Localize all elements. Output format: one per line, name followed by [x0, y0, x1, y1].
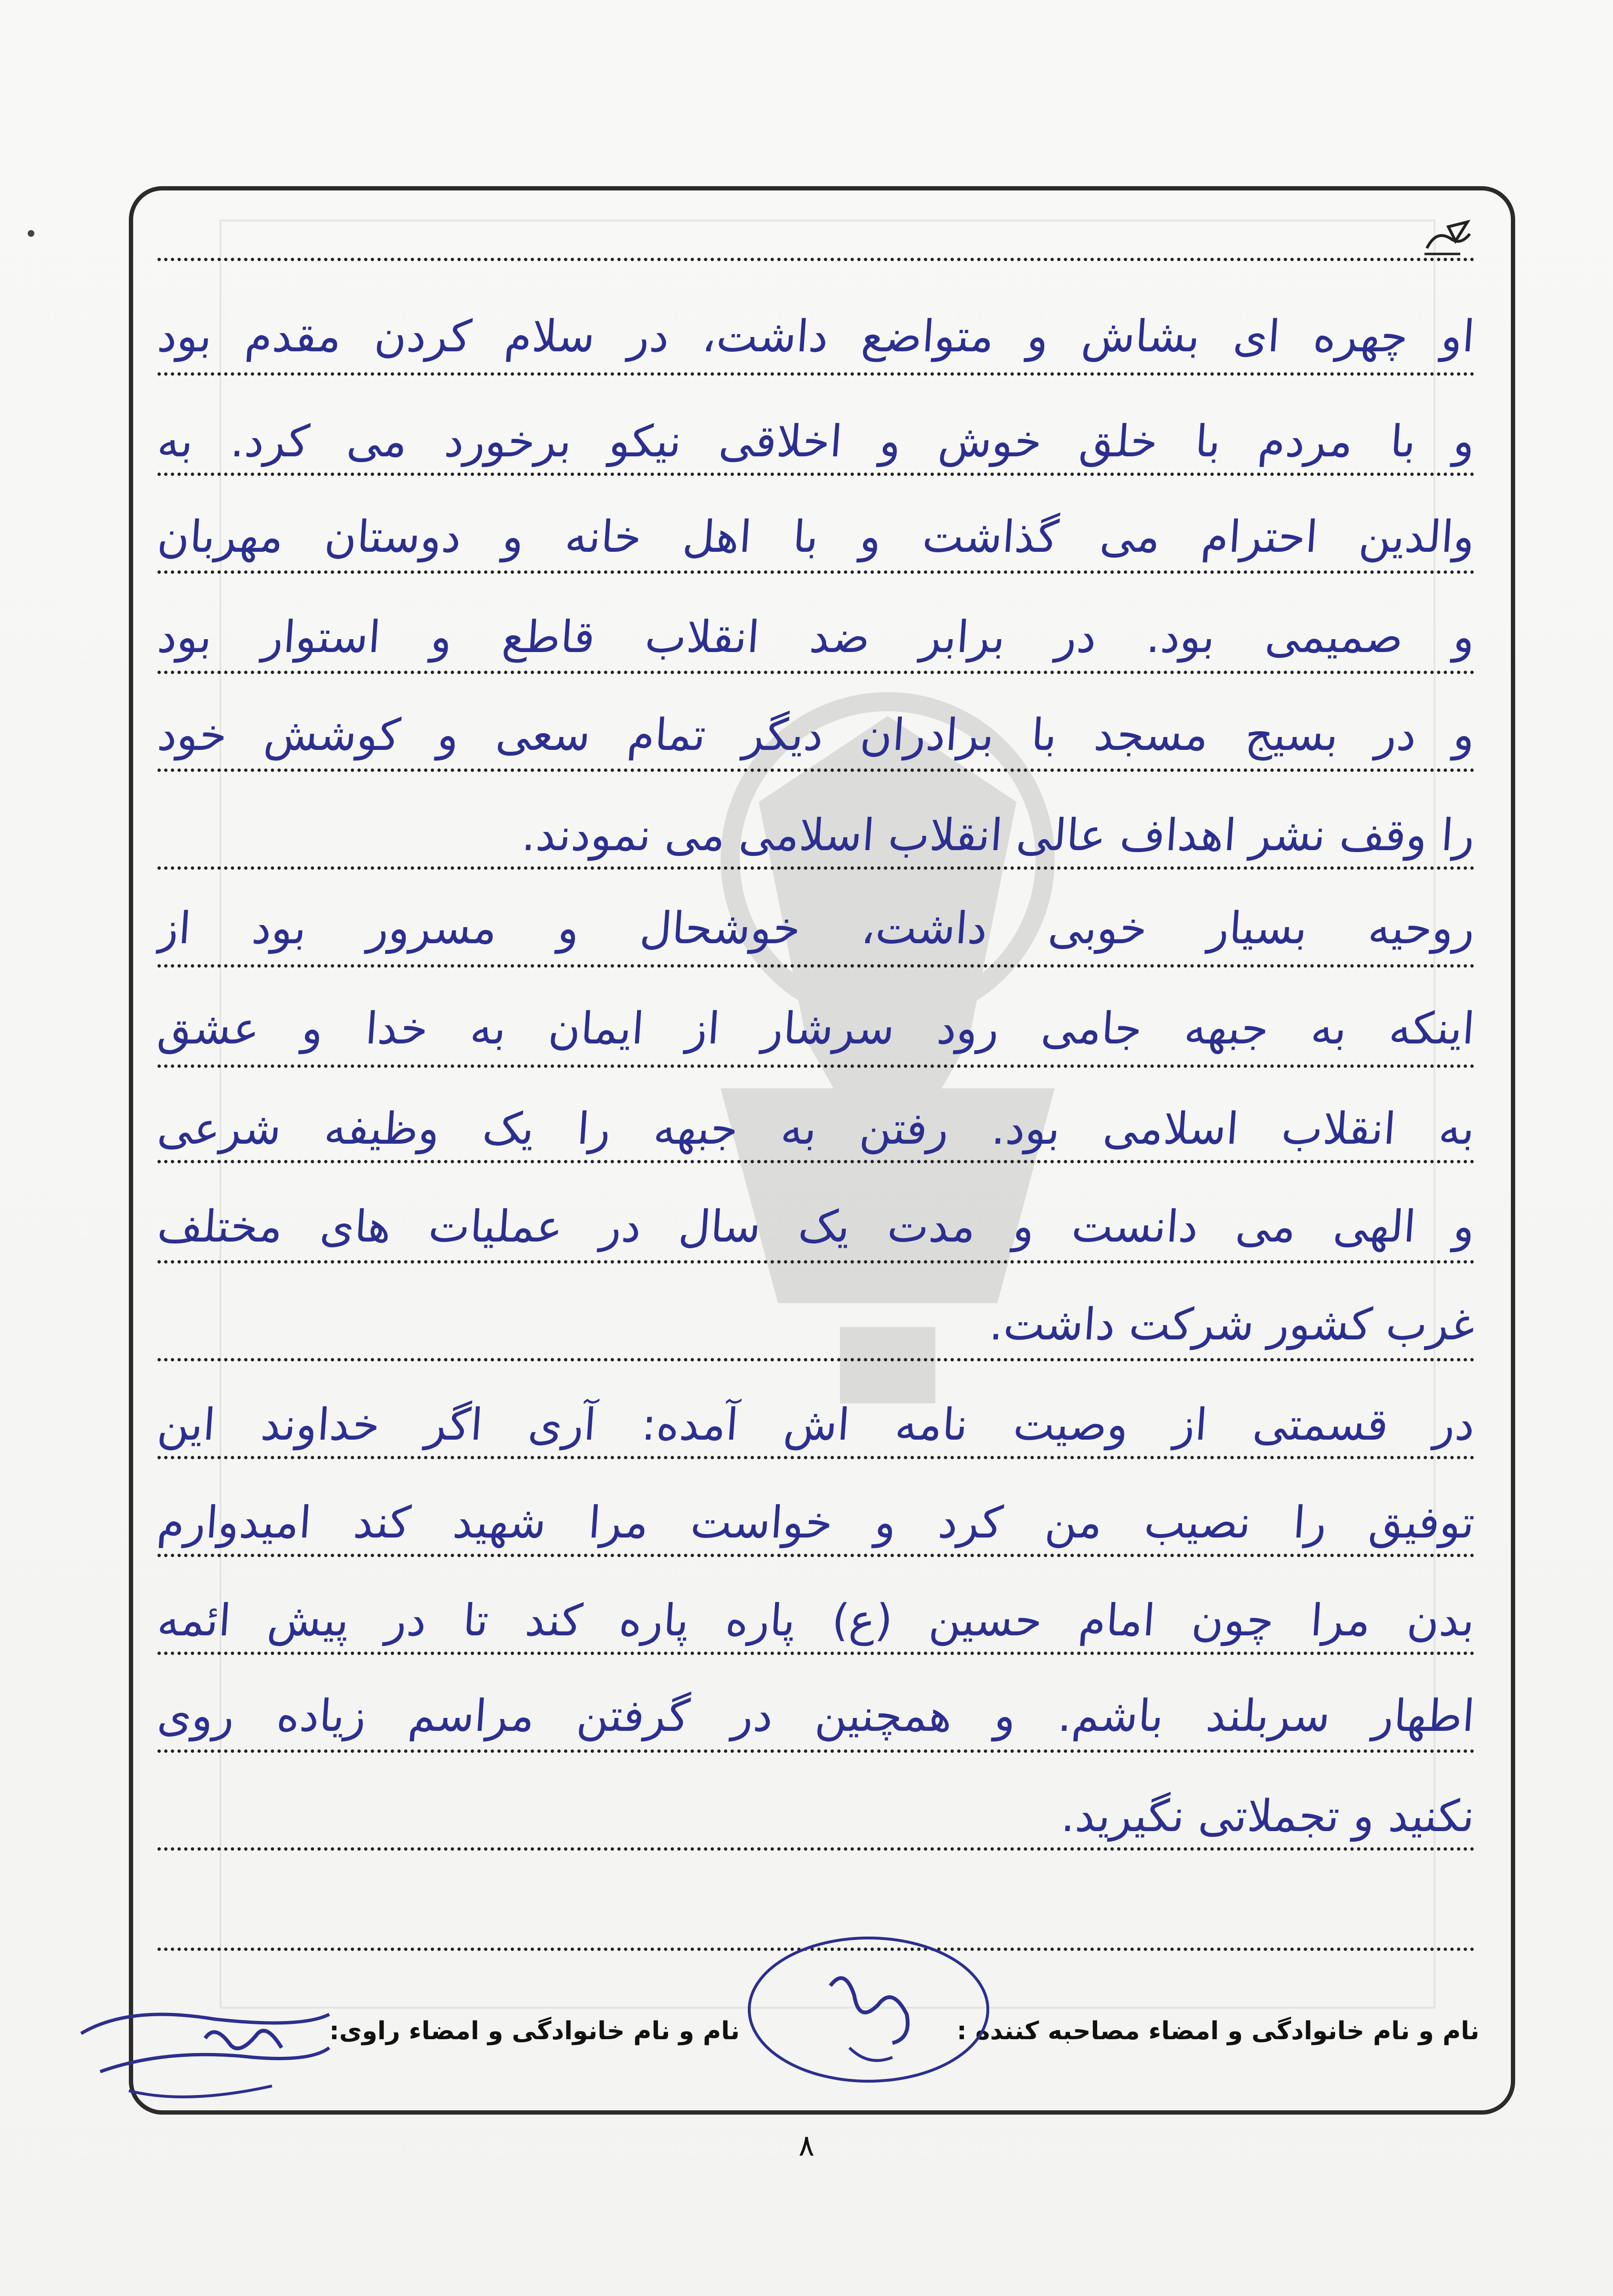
narrator-name-label: نام و نام خانوادگی و امضاء راوی:	[329, 2017, 740, 2045]
handwritten-line: نکنید و تجملاتی نگیرید.	[1059, 1790, 1477, 1842]
narrator-signature	[72, 1976, 339, 2119]
handwritten-line: اطهار سربلند باشم. و همچنین در گرفتن مراسم زیاده روی	[156, 1690, 1477, 1741]
handwritten-line: روحیه بسیار خوبی داشت، خوشحال و مسرور بود از	[156, 903, 1477, 954]
handwritten-line: و الهی می دانست و مدت یک سال در عملیات های مختلف	[156, 1201, 1477, 1252]
interviewer-signature	[735, 1928, 1002, 2091]
handwritten-line: غرب کشور شرکت داشت.	[988, 1299, 1477, 1350]
handwritten-line: در قسمتی از وصیت نامه اش آمده: آری اگر خداوند این	[156, 1399, 1477, 1450]
handwritten-line: و با مردم با خلق خوش و اخلاقی نیکو برخورد می کرد. به	[156, 416, 1477, 467]
handwritten-line: به انقلاب اسلامی بود. رفتن به جبهه را یک وظیفه شرعی	[156, 1103, 1477, 1154]
page-number: ۸	[798, 2128, 815, 2163]
handwritten-line: او چهره ای بشاش و متواضع داشت، در سلام کردن مقدم بود	[156, 311, 1477, 362]
ruled-line	[157, 258, 1475, 261]
handwritten-line: اینکه به جبهه جامی رود سرشار از ایمان به خدا و عشق	[156, 1003, 1477, 1054]
handwritten-line: را وقف نشر اهداف عالی انقلاب اسلامی می نمودند.	[520, 810, 1477, 861]
interviewer-name-label: نام و نام خانوادگی و امضاء مصاحبه کننده :	[956, 2017, 1479, 2045]
handwritten-line: بدن مرا چون امام حسین (ع) پاره پاره کند تا در پیش ائمه	[156, 1595, 1477, 1646]
handwritten-line: و در بسیج مسجد با برادران دیگر تمام سعی و کوشش خود	[156, 709, 1477, 760]
stray-mark	[28, 230, 34, 237]
pen-writing-icon	[1422, 220, 1475, 258]
handwritten-line: توفیق را نصیب من کرد و خواست مرا شهید کند امیدوارم	[156, 1497, 1477, 1548]
handwritten-line: و صمیمی بود. در برابر ضد انقلاب قاطع و استوار بود	[156, 611, 1477, 663]
handwritten-line: والدین احترام می گذاشت و با اهل خانه و دوستان مهربان	[156, 511, 1477, 562]
